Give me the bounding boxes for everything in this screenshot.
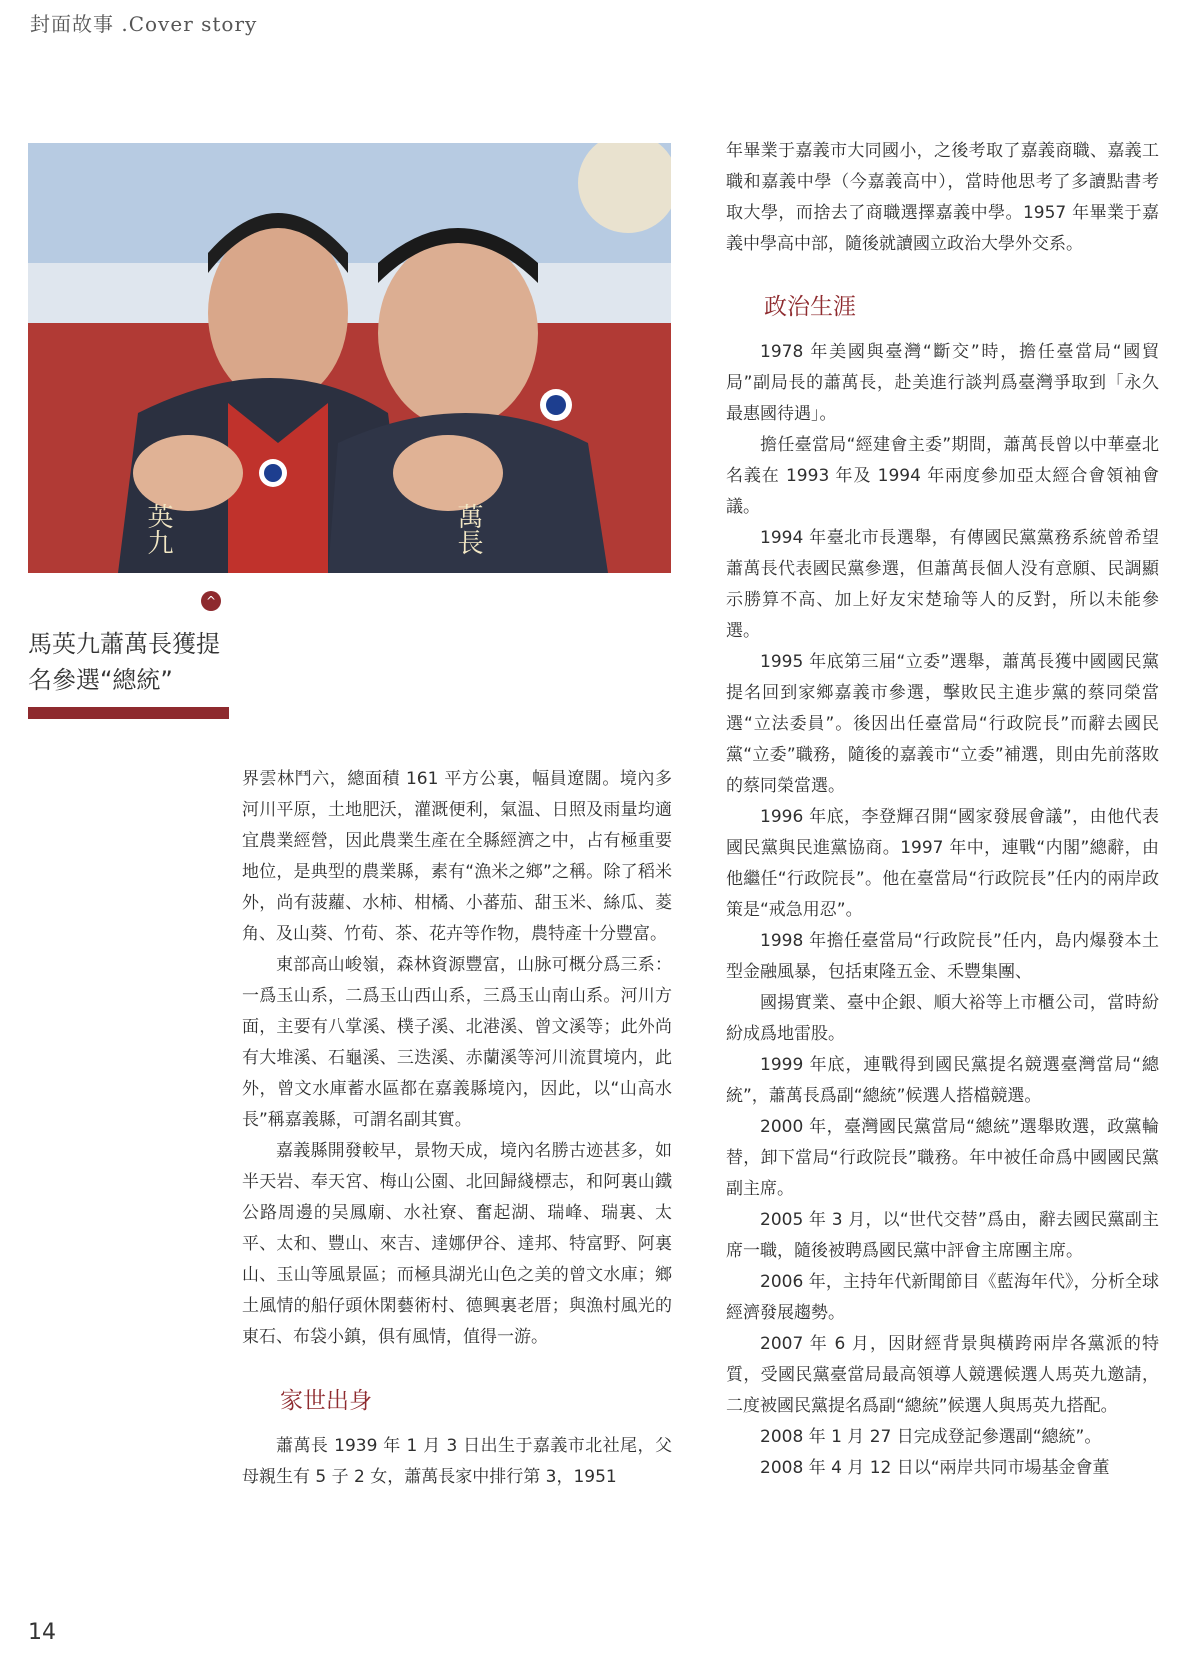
paragraph: 國揚實業、臺中企銀、順大裕等上市櫃公司，當時紛紛成爲地雷股。: [726, 993, 1159, 1044]
paragraph: 年畢業于嘉義市大同國小，之後考取了嘉義商職、嘉義工職和嘉義中學（今嘉義高中），當時他思考了多讀點書考取大學，而捨去了商職選擇嘉義中學。1957 年畢業于嘉義中學高中部，隨後就讀國立政治大學外交系。: [726, 141, 1159, 254]
cover-photo: [28, 143, 671, 573]
paragraph: 2008 年 4 月 12 日以“兩岸共同市場基金會董: [760, 1458, 1110, 1478]
caption-marker-icon: ^: [201, 591, 221, 611]
paragraph: 2007 年 6 月，因財經背景與橫跨兩岸各黨派的特質，受國民黨臺當局最高領導人競選候選人馬英九邀請，二度被國民黨提名爲副“總統”候選人與馬英九搭配。: [726, 1334, 1159, 1416]
page-number: 14: [28, 1620, 56, 1645]
paragraph: 嘉義縣開發較早，景物天成，境內名勝古迹甚多，如半天岩、奉天宮、梅山公園、北回歸綫標志，和阿裏山鐵公路周邊的吴鳳廟、水社寮、奮起湖、瑞峰、瑞裏、太平、太和、豐山、來吉、達娜伊谷、達邦、特富野、阿裏山、玉山等風景區；而極具湖光山色之美的曾文水庫；鄉土風情的船仔頭休閑藝術村、德興裏老厝；與漁村風光的東石、布袋小鎮，俱有風情，值得一游。: [242, 1141, 672, 1347]
paragraph: 1999 年底，連戰得到國民黨提名競選臺灣當局“總統”，蕭萬長爲副“總統”候選人搭檔競選。: [726, 1055, 1159, 1106]
paragraph: 1998 年擔任臺當局“行政院長”任内，島内爆發本土型金融風暴，包括東隆五金、禾豐集團、: [726, 931, 1159, 982]
vest-text-right: 萬長: [453, 503, 483, 555]
paragraph: 擔任臺當局“經建會主委”期間，蕭萬長曾以中華臺北名義在 1993 年及 1994 年兩度參加亞太經合會領袖會議。: [726, 435, 1159, 517]
paragraph: 蕭萬長 1939 年 1 月 3 日出生于嘉義市北社尾，父母親生有 5 子 2 女，蕭萬長家中排行第 3，1951: [242, 1436, 672, 1487]
section-header: 封面故事 .Cover story: [30, 12, 258, 36]
paragraph: 界雲林鬥六，總面積 161 平方公裏，幅員遼闊。境內多河川平原，土地肥沃，灌溉便利，氣温、日照及雨量均適宜農業經營，因此農業生產在全縣經濟之中，占有極重要地位，是典型的農業縣，素有“漁米之鄉”之稱。除了稻米外，尚有菠蘿、水柿、柑橘、小蕃茄、甜玉米、絲瓜、菱角、及山葵、竹荀、茶、花卉等作物，農特產十分豐富。: [242, 769, 672, 944]
paragraph: 2008 年 1 月 27 日完成登記參選副“總統”。: [760, 1427, 1102, 1447]
paragraph: 1995 年底第三届“立委”選舉，蕭萬長獲中國國民黨提名回到家鄉嘉義市參選，擊敗民主進步黨的蔡同榮當選“立法委員”。後因出任臺當局“行政院長”而辭去國民黨“立委”職務，隨後的嘉義市“立委”補選，則由先前落敗的蔡同榮當選。: [726, 652, 1159, 796]
paragraph: 1996 年底，李登輝召開“國家發展會議”，由他代表國民黨與民進黨協商。1997 年中，連戰“内閣”總辭，由他繼任“行政院長”。他在臺當局“行政院長”任内的兩岸政策是“戒急用忍”。: [726, 807, 1159, 920]
article-column-left: [242, 764, 672, 1493]
photo-caption: 馬英九蕭萬長獲提名參選“總統”: [28, 630, 220, 694]
section-heading-family: 家世出身: [280, 1388, 372, 1414]
paragraph: 2006 年，主持年代新聞節目《藍海年代》，分析全球經濟發展趨勢。: [726, 1272, 1159, 1323]
paragraph: 1978 年美國與臺灣“斷交”時，擔任臺當局“國貿局”副局長的蕭萬長，赴美進行談判爲臺灣爭取到「永久最惠國待遇」。: [726, 342, 1159, 424]
paragraph: 東部高山峻嶺，森林資源豐富，山脉可概分爲三系：一爲玉山系，二爲玉山西山系，三爲玉山南山系。河川方面，主要有八掌溪、樸子溪、北港溪、曾文溪等；此外尚有大堆溪、石龜溪、三迭溪、赤蘭溪等河川流貫境内，此外，曾文水庫蓄水區都在嘉義縣境內，因此，以“山高水長”稱嘉義縣，可謂名副其實。: [242, 955, 672, 1130]
cover-photo-illustration: [28, 143, 671, 573]
article-column-right: [726, 136, 1159, 1484]
paragraph: 2000 年，臺灣國民黨當局“總統”選舉敗選，政黨輪替，卸下當局“行政院長”職務。年中被任命爲中國國民黨副主席。: [726, 1117, 1159, 1199]
caption-divider: [28, 707, 229, 719]
paragraph: 2005 年 3 月，以“世代交替”爲由，辭去國民黨副主席一職，隨後被聘爲國民黨中評會主席團主席。: [726, 1210, 1159, 1261]
paragraph: 1994 年臺北市長選舉，有傳國民黨黨務系統曾希望蕭萬長代表國民黨參選，但蕭萬長個人没有意願、民調顯示勝算不高、加上好友宋楚瑜等人的反對，所以未能參選。: [726, 528, 1159, 641]
section-heading-politics: 政治生涯: [764, 294, 856, 320]
vest-text-left: 英九: [143, 503, 173, 555]
